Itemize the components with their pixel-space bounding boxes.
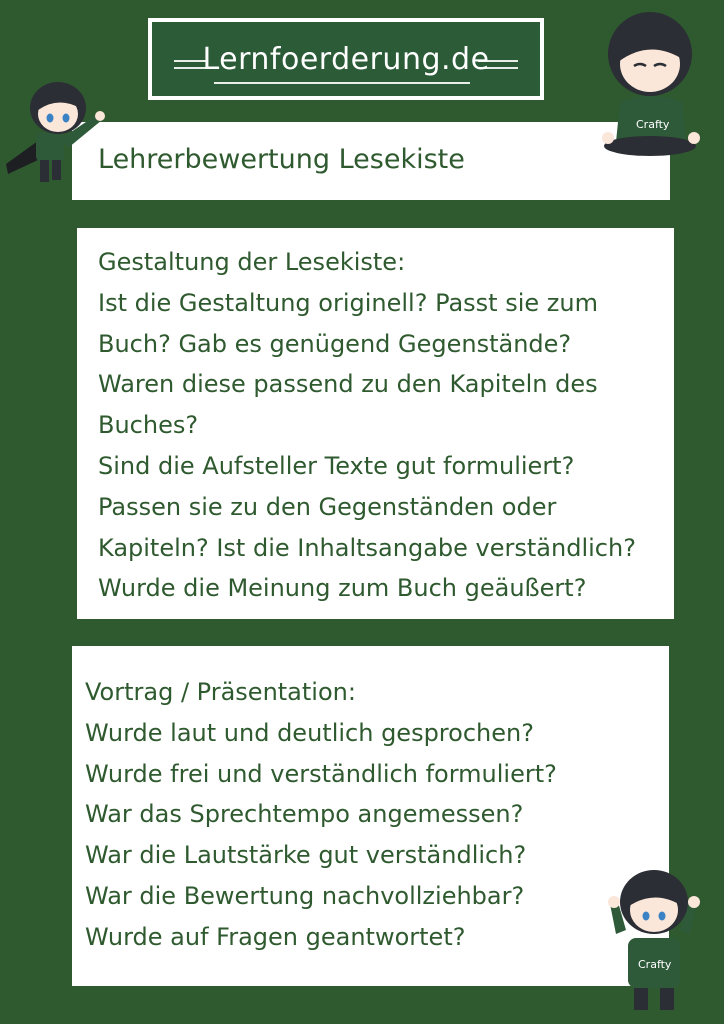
logo-text: Lernfoerderung.de: [202, 41, 490, 77]
text-line: Wurde laut und deutlich gesprochen?: [85, 718, 534, 747]
section-heading: Gestaltung der Lesekiste:: [98, 248, 406, 276]
text-line: Sind die Aufsteller Texte gut formuliert?: [98, 451, 575, 480]
mascot-standing-illustration: [606, 864, 702, 1014]
text-line: Wurde die Meinung zum Buch geäußert?: [98, 574, 587, 603]
text-line: War die Bewertung nachvollziehbar?: [85, 881, 525, 910]
title-card: [72, 122, 670, 200]
section-vortrag-card: [72, 646, 669, 986]
text-line: War das Sprechtempo angemessen?: [85, 800, 524, 829]
logo-underline: [214, 82, 470, 84]
mascot-flying-illustration: [2, 68, 110, 188]
text-line: Wurde frei und verständlich formuliert?: [85, 759, 557, 788]
section-heading: Vortrag / Präsentation:: [85, 678, 356, 706]
logo-banner: [148, 18, 544, 100]
section-gestaltung-card: [77, 228, 674, 619]
mascot-shirt-text: Crafty: [638, 958, 672, 971]
mascot-meditating-illustration: [596, 4, 706, 160]
text-line: Kapiteln? Ist die Inhaltsangabe verständlich?: [98, 533, 636, 562]
text-line: Wurde auf Fragen geantwortet?: [85, 922, 466, 951]
text-line: Ist die Gestaltung originell? Passt sie zum: [98, 288, 598, 317]
text-line: Waren diese passend zu den Kapiteln des: [98, 370, 598, 399]
page-title: Lehrerbewertung Lesekiste: [98, 144, 465, 175]
text-line: Passen sie zu den Gegenständen oder: [98, 492, 557, 521]
mascot-shirt-text: Crafty: [636, 118, 670, 131]
text-line: Buch? Gab es genügend Gegenstände?: [98, 329, 572, 358]
text-line: War die Lautstärke gut verständlich?: [85, 841, 527, 870]
text-line: Buches?: [98, 411, 199, 440]
